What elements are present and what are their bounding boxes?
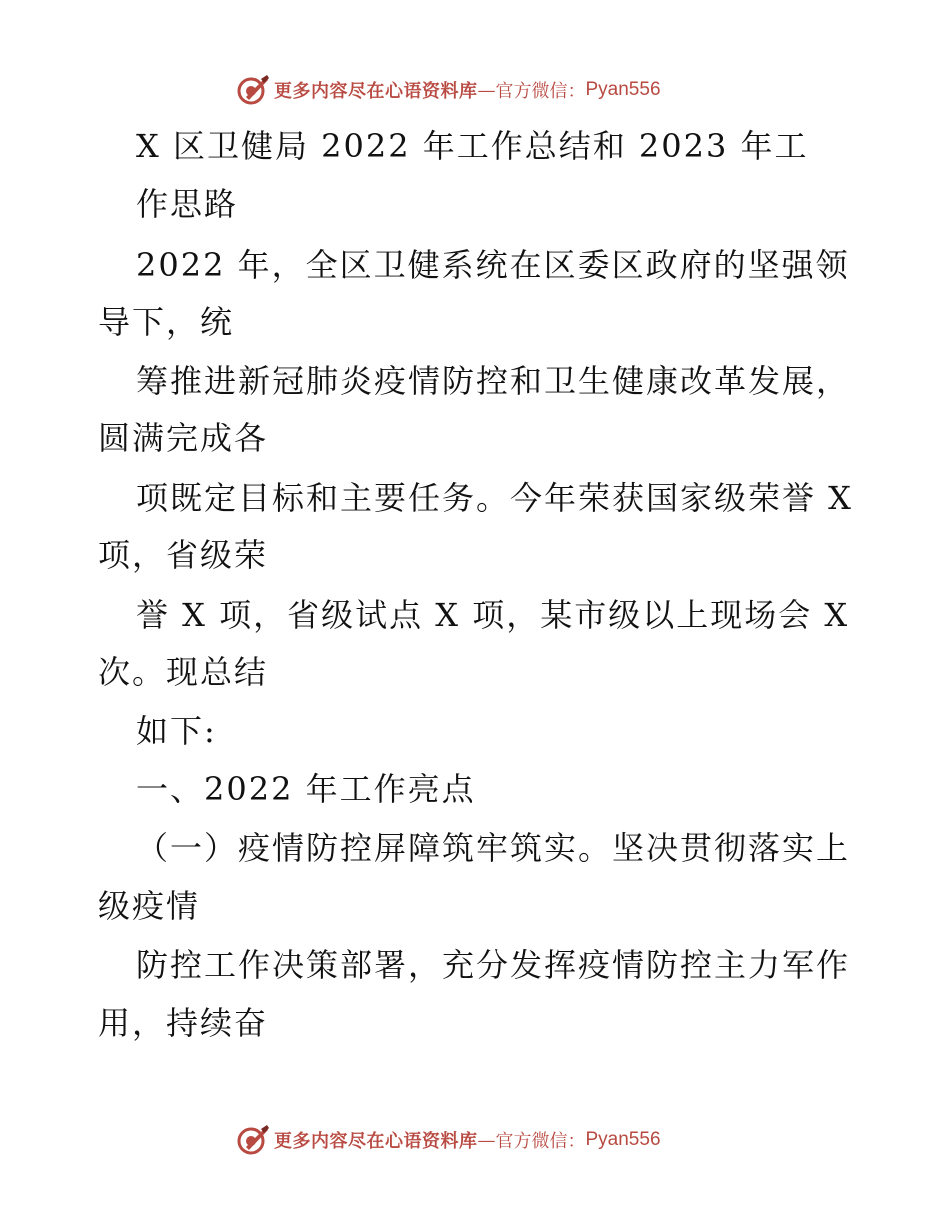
watermark-account: Pyan556 — [585, 79, 661, 100]
watermark-text: 更多内容尽在心语资料库 — [274, 81, 478, 102]
paragraph-line: 用，持续奋 — [98, 1004, 269, 1042]
paragraph-line: 次。现总结 — [98, 653, 269, 691]
quill-pen-logo-icon — [236, 1123, 270, 1157]
paragraph-line: 筹推进新冠肺炎疫情防控和卫生健康改革发展， — [136, 362, 851, 400]
document-title-line-1: X 区卫健局 2022 年工作总结和 2023 年工 — [136, 127, 809, 165]
quill-pen-logo-icon — [236, 73, 270, 107]
subsection-line: （一）疫情防控屏障筑牢筑实。坚决贯彻落实上 — [136, 829, 851, 867]
paragraph-line: 导下，统 — [98, 303, 235, 341]
paragraph-line: 防控工作决策部署，充分发挥疫情防控主力军作 — [136, 946, 851, 984]
header-watermark — [236, 72, 661, 108]
paragraph-line: 誉 X 项，省级试点 X 项，某市级以上现场会 X — [136, 596, 850, 634]
section-heading: 一、2022 年工作亮点 — [136, 770, 476, 808]
paragraph-line: 项既定目标和主要任务。今年荣获国家级荣誉 X — [136, 479, 853, 517]
watermark-account: Pyan556 — [585, 1129, 661, 1150]
watermark-label: 官方微信： — [495, 1131, 586, 1152]
paragraph-line: 如下: — [136, 712, 217, 750]
paragraph-line: 项，省级荣 — [98, 536, 269, 574]
paragraph-line: 圆满完成各 — [98, 419, 269, 457]
watermark-text: 更多内容尽在心语资料库 — [274, 1131, 478, 1152]
paragraph-line: 级疫情 — [98, 887, 201, 925]
paragraph-line: 2022 年，全区卫健系统在区委区政府的坚强领 — [136, 246, 850, 284]
watermark-separator: — — [477, 1129, 496, 1151]
watermark-separator: — — [477, 79, 496, 101]
watermark-label: 官方微信： — [495, 81, 586, 102]
document-title-line-2: 作思路 — [136, 185, 239, 223]
footer-watermark — [236, 1122, 661, 1158]
